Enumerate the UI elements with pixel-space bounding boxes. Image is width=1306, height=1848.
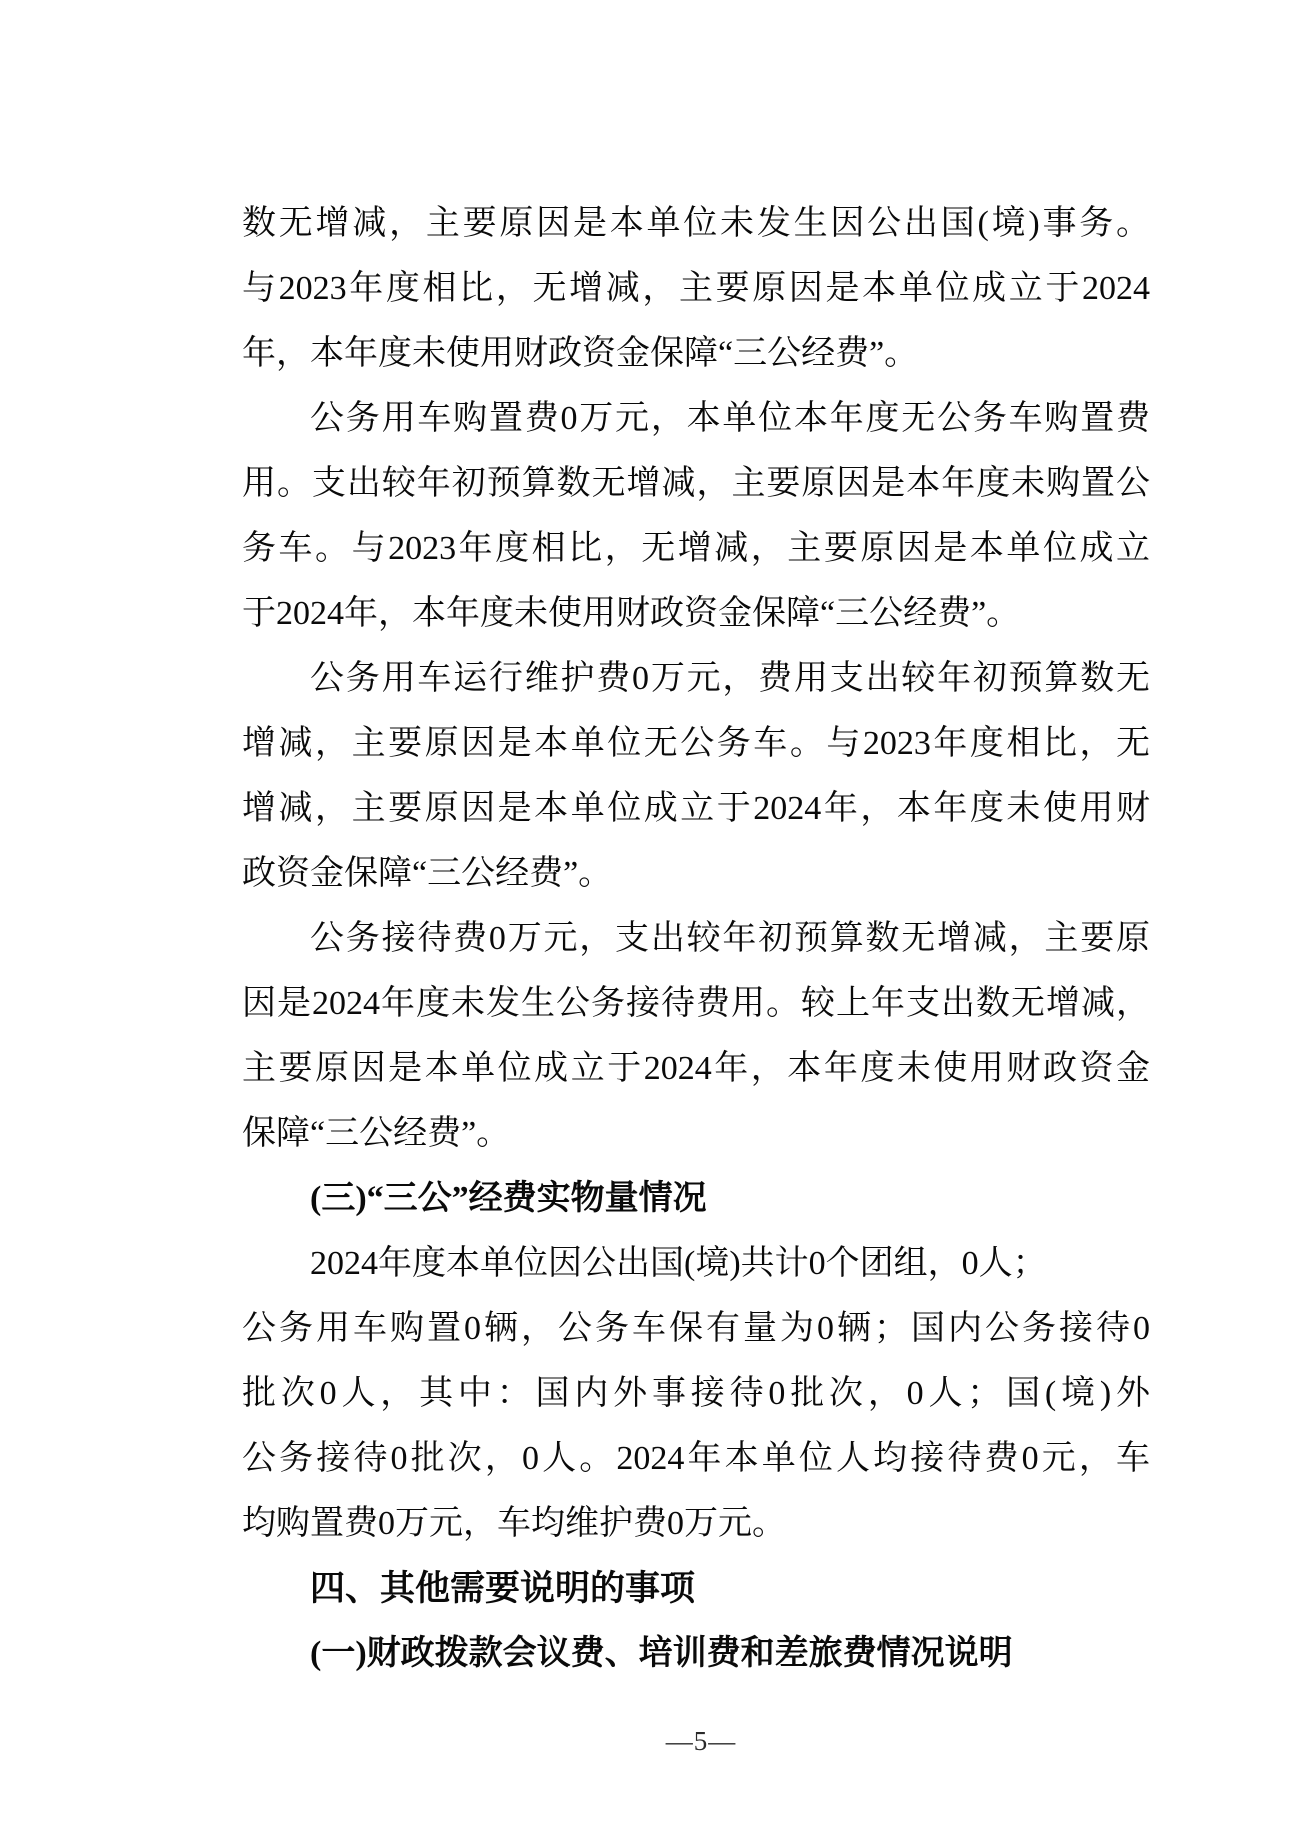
text-line: 数无增减，主要原因是本单位未发生因公出国(境)事务。 [242, 205, 1150, 242]
text-line: 公务用车购置0辆，公务车保有量为0辆；国内公务接待0 [242, 1310, 1150, 1347]
sub-heading: (一)财政拨款会议费、培训费和差旅费情况说明 [310, 1635, 1013, 1672]
text-line: 保障“三公经费”。 [242, 1115, 511, 1152]
document-body [242, 191, 1150, 1686]
text-line: 增减，主要原因是本单位成立于2024年，本年度未使用财 [242, 790, 1150, 827]
text-line: 批次0人，其中：国内外事接待0批次，0人；国(境)外 [242, 1375, 1150, 1412]
text-line: 用。支出较年初预算数无增减，主要原因是本年度未购置公 [242, 465, 1150, 502]
text-line: 公务接待0批次，0人。2024年本单位人均接待费0元，车 [242, 1440, 1150, 1477]
page-number: —5— [665, 1726, 737, 1756]
text-line: 增减，主要原因是本单位无公务车。与2023年度相比，无 [242, 725, 1150, 762]
text-line: 公务接待费0万元，支出较年初预算数无增减，主要原 [310, 920, 1150, 957]
sub-heading: (三)“三公”经费实物量情况 [310, 1180, 707, 1217]
text-line: 2024年度本单位因公出国(境)共计0个团组，0人； [310, 1245, 1047, 1282]
text-line: 政资金保障“三公经费”。 [242, 855, 613, 892]
text-line: 因是2024年度未发生公务接待费用。较上年支出数无增减， [242, 985, 1150, 1022]
text-line: 公务用车购置费0万元，本单位本年度无公务车购置费 [310, 400, 1150, 437]
text-line: 与2023年度相比，无增减，主要原因是本单位成立于2024 [242, 270, 1150, 307]
text-line: 于2024年，本年度未使用财政资金保障“三公经费”。 [242, 595, 1021, 632]
text-line: 年，本年度未使用财政资金保障“三公经费”。 [242, 335, 919, 372]
section-heading: 四、其他需要说明的事项 [310, 1569, 696, 1608]
page-footer [0, 1726, 1306, 1757]
text-line: 公务用车运行维护费0万元，费用支出较年初预算数无 [310, 660, 1150, 697]
text-line: 务车。与2023年度相比，无增减，主要原因是本单位成立 [242, 530, 1150, 567]
text-line: 主要原因是本单位成立于2024年，本年度未使用财政资金 [242, 1050, 1150, 1087]
text-line: 均购置费0万元，车均维护费0万元。 [242, 1505, 786, 1542]
